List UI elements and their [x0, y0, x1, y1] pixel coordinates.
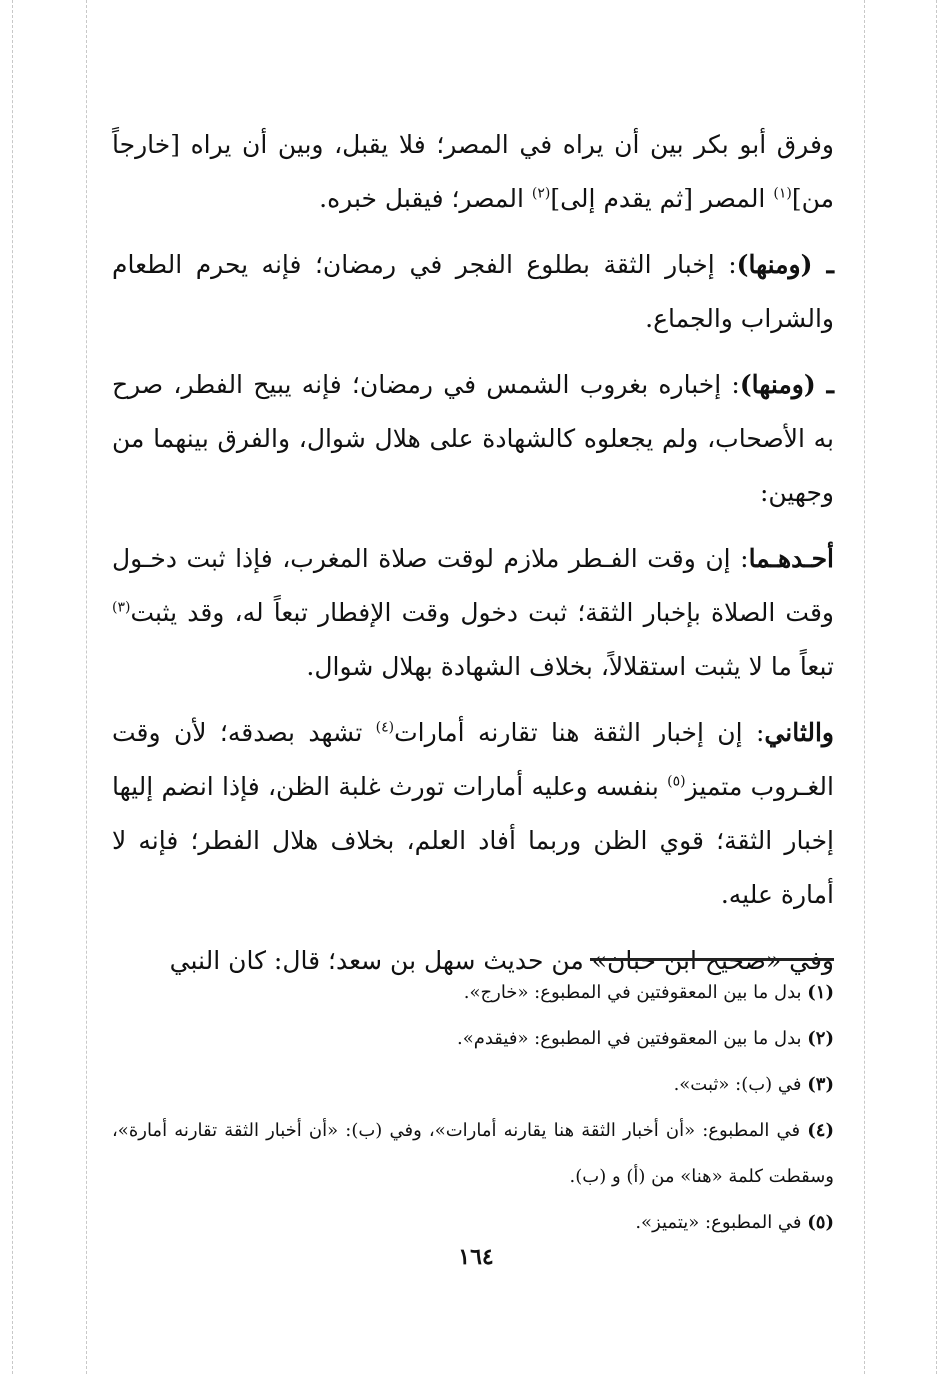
- footnote-2: [112, 1016, 834, 1062]
- footnote-number: (٤): [807, 1120, 834, 1141]
- footnote-text: بدل ما بين المعقوفتين في المطبوع: «فيقدم».: [456, 1028, 808, 1049]
- footnote-3: [112, 1062, 834, 1108]
- footnote-text: بدل ما بين المعقوفتين في المطبوع: «خارج».: [463, 982, 808, 1003]
- paragraph-text: المصر؛ فيقبل خبره.: [319, 184, 532, 213]
- margin-guide-left: [12, 0, 13, 1374]
- footnote-ref: (١): [773, 185, 792, 202]
- footnote-number: (٢): [807, 1028, 834, 1049]
- paragraph-text: بنفسه وعليه أمارات تورث غلبة الظن، فإذا انضم إليها إخبار الثقة؛ قوي الظن وربما أفاد العلم، بخلاف هلال الفطر؛ فإنه لا أمارة عليه.: [112, 772, 834, 909]
- paragraph-lead: ـ (ومنها): [736, 250, 834, 279]
- margin-guide-right-inner: [864, 0, 865, 1374]
- footnote-5: [112, 1200, 834, 1246]
- paragraph-3: [112, 358, 834, 520]
- footnote-text: في (ب): «ثبت».: [673, 1074, 808, 1095]
- main-text: [112, 118, 834, 988]
- footnote-ref: (٤): [375, 719, 395, 736]
- paragraph-lead: أحـدهـما: [748, 544, 834, 573]
- paragraph-5: [112, 706, 834, 922]
- paragraph-lead: ـ (ومنها): [739, 370, 834, 399]
- paragraph-text: تبعاً ما لا يثبت استقلالاً، بخلاف الشهادة بهلال شوال.: [306, 652, 834, 681]
- paragraph-text: المصر [ثم يقدم إلى]: [550, 184, 774, 213]
- paragraph-text: : إن إخبار الثقة هنا تقارنه أمارات: [394, 718, 765, 747]
- footnotes: [112, 970, 834, 1246]
- footnote-text: في المطبوع: «أن أخبار الثقة هنا يقارنه أمارات»، وفي (ب): «أن أخبار الثقة تقارنه أمارة»، وسقطت كلمة «هنا» من (أ) و (ب).: [112, 1120, 834, 1187]
- page-number: ١٦٤: [458, 1244, 494, 1270]
- footnote-number: (٥): [807, 1212, 834, 1233]
- footnote-number: (١): [807, 982, 834, 1003]
- paragraph-1: [112, 118, 834, 226]
- paragraph-text: : إن وقت الفـطر ملازم لوقت صلاة المغرب، فإذا ثبت دخـول وقت الصلاة بإخبار الثقة؛ ثبت دخول وقت الإفطار تبعاً له، وقد يثبت: [112, 544, 834, 627]
- footnote-number: (٣): [807, 1074, 834, 1095]
- paragraph-2: [112, 238, 834, 346]
- paragraph-4: [112, 532, 834, 694]
- footnote-separator: [590, 958, 834, 961]
- footnote-1: [112, 970, 834, 1016]
- paragraph-text: وفرق أبو بكر بين أن يراه في المصر؛ فلا يقبل، وبين أن يراه [خارجاً من]: [112, 130, 834, 213]
- paragraph-text: : إخباره بغروب الشمس في رمضان؛ فإنه يبيح الفطر، صرح به الأصحاب، ولم يجعلوه كالشهادة على هلال شوال، والفرق بينهما من وجهين:: [112, 370, 834, 507]
- paragraph-lead: والثاني: [764, 718, 834, 747]
- paragraph-text: تشهد بصدقه؛ لأن وقت الغـروب متميز: [112, 718, 834, 801]
- margin-guide-left-inner: [86, 0, 87, 1374]
- footnote-4: [112, 1108, 834, 1200]
- footnote-text: في المطبوع: «يتميز».: [635, 1212, 808, 1233]
- paragraph-text: وفي «صحيح ابن حبان» من حديث سهل بن سعد؛ قال: كان النبي: [169, 946, 834, 975]
- footnote-ref: (٣): [112, 599, 131, 616]
- footnote-ref: (٢): [531, 185, 551, 202]
- margin-guide-right: [936, 0, 937, 1374]
- footnote-ref: (٥): [667, 773, 686, 790]
- paragraph-text: : إخبار الثقة بطلوع الفجر في رمضان؛ فإنه يحرم الطعام والشراب والجماع.: [112, 250, 834, 333]
